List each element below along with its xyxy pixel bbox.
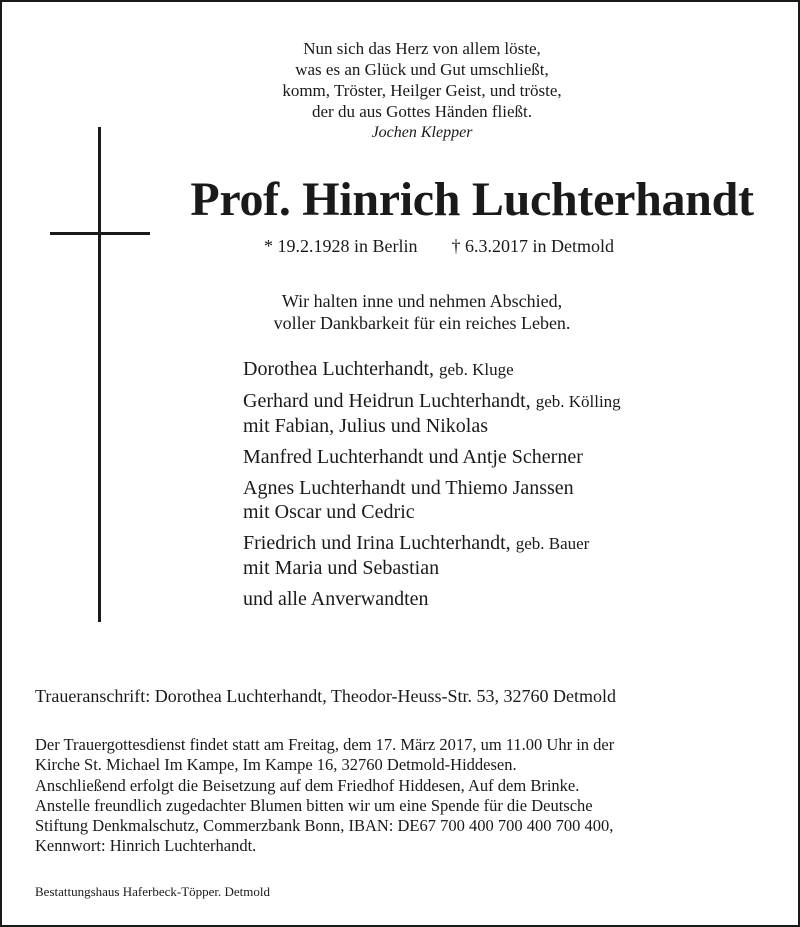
mourner-note: geb. Kluge bbox=[439, 360, 514, 379]
mourner-note: geb. Bauer bbox=[515, 534, 590, 553]
poem-line: der du aus Gottes Händen fließt. bbox=[312, 102, 532, 121]
mourners-list bbox=[243, 357, 793, 618]
cross-icon-bar bbox=[50, 232, 150, 235]
birth-date: * 19.2.1928 in Berlin bbox=[264, 236, 418, 256]
service-line: Stiftung Denkmalschutz, Commerzbank Bonn, IBAN: DE67 700 400 700 400 700 400, bbox=[35, 816, 614, 836]
mourner-entry bbox=[243, 389, 793, 438]
funeral-home: Bestattungshaus Haferbeck-Töpper. Detmold bbox=[35, 884, 271, 899]
mourning-address: Traueranschrift: Dorothea Luchterhandt, Theodor-Heuss-Str. 53, 32760 Detmold bbox=[35, 686, 617, 706]
farewell-text bbox=[222, 290, 622, 334]
mourner-entry bbox=[243, 531, 793, 580]
farewell-line: voller Dankbarkeit für ein reiches Leben. bbox=[273, 313, 571, 333]
mourner-entry bbox=[243, 476, 793, 524]
poem bbox=[222, 38, 622, 143]
mourner-children: mit Maria und Sebastian bbox=[243, 557, 440, 579]
cross-icon bbox=[98, 127, 101, 622]
death-date: † 6.3.2017 in Detmold bbox=[451, 236, 614, 256]
mourner-note: geb. Kölling bbox=[535, 392, 621, 411]
mourner-entry bbox=[243, 445, 793, 469]
mourner-name: und alle Anverwandten bbox=[243, 588, 429, 610]
poem-author: Jochen Klepper bbox=[371, 124, 473, 141]
mourner-name: Friedrich und Irina Luchterhandt, bbox=[243, 532, 511, 554]
life-dates bbox=[264, 235, 614, 257]
service-line: Anschließend erfolgt die Beisetzung auf dem Friedhof Hiddesen, Auf dem Brinke. bbox=[35, 775, 580, 795]
poem-line: Nun sich das Herz von allem löste, bbox=[303, 39, 541, 58]
service-line: Anstelle freundlich zugedachter Blumen bitten wir um eine Spende für die Deutsche bbox=[35, 795, 593, 815]
service-line: Der Trauergottesdienst findet statt am Freitag, dem 17. März 2017, um 11.00 Uhr in der bbox=[35, 735, 615, 754]
farewell-line: Wir halten inne und nehmen Abschied, bbox=[281, 291, 563, 311]
service-info bbox=[35, 735, 785, 857]
mourner-children: mit Fabian, Julius und Nikolas bbox=[243, 415, 488, 437]
mourner-entry bbox=[243, 587, 793, 611]
service-line: Kennwort: Hinrich Luchterhandt. bbox=[35, 836, 257, 856]
mourner-children: mit Oscar und Cedric bbox=[243, 501, 415, 523]
poem-line: komm, Tröster, Heilger Geist, und tröste, bbox=[282, 81, 562, 100]
deceased-name: Prof. Hinrich Luchterhandt bbox=[190, 173, 754, 226]
service-line: Kirche St. Michael Im Kampe, Im Kampe 16, 32760 Detmold-Hiddesen. bbox=[35, 755, 517, 775]
mourner-name: Manfred Luchterhandt und Antje Scherner bbox=[243, 446, 583, 468]
mourner-name: Dorothea Luchterhandt, bbox=[243, 358, 435, 380]
mourner-name: Gerhard und Heidrun Luchterhandt, bbox=[243, 390, 531, 412]
mourner-entry bbox=[243, 357, 793, 382]
poem-line: was es an Glück und Gut umschließt, bbox=[295, 60, 549, 79]
mourner-name: Agnes Luchterhandt und Thiemo Janssen bbox=[243, 477, 574, 499]
